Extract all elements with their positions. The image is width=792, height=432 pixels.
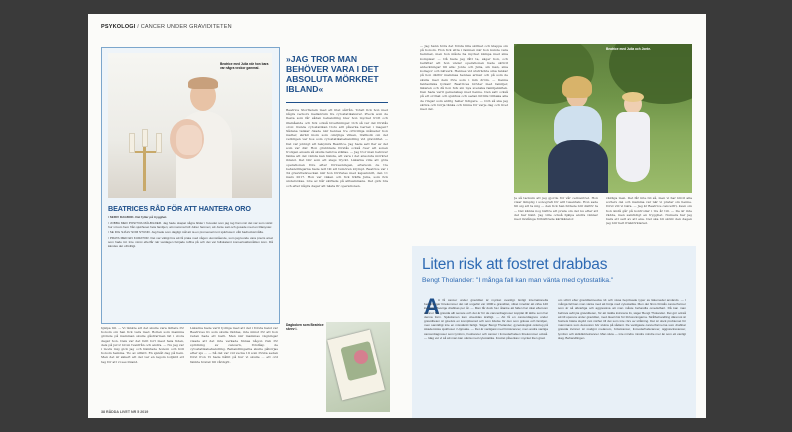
tip-item: / SE DIG SJÄLV SOM STUND. Jag hade som dagligt mål att ta en promenad runt sjukhuset i vått badrocksrmålla. <box>108 230 264 235</box>
woman-figure <box>168 73 238 198</box>
info-headline: Liten risk att fostret drabbas <box>422 256 608 273</box>
body-column-mid: Beatrice Storflerein med ett litet sårrån. Totalt fick hon med några veckors mellanrum tre cytostatikakurer. Precis som de flesta som får sådan behandling blev hon mycket trött och illamående och fick också biverkningar. Och så var det förstås oron: Kunde cytostatikan trots allt påverka barnet i magen? Sådana tankar ökade när hennes tre ofrivilliga månader hon matter, skräll inom som omöjliga vilken, trafikolk om det verkligen var hos som cytostatikabehandling vid graviditet. — Det var jobbigt att bekymra Beatrice. Jag hade sett fler av det som var där. Hon grubblade förstås också över att sonen troligen ensam så skulle behöva ställas. — Jag tror man behöver tänka att det värsta kan hända, att vara i det absoluta mörkret ibland. Det blir som ett slags tryckt. Läkarna ville att göra operationen före efter förlossningen, eftersom de tre behandlingarna hade lett till att tumören krympt. Beatrice var i 34 gravidtetsveckan när hon förlöstes med kejsarsnitt, den 11 mars 2017. Hon var väken och fick träffa Julia, som fick undersökas. Lite av hår skiftade på alltsammans. Det gick bra och efter några dagar att nästa flr operationen. <box>286 108 388 188</box>
tips-byline: / SERIV DAGBOK. Det fyller på trygghet. <box>108 215 168 219</box>
left-page <box>88 14 396 418</box>
info-box <box>412 246 696 418</box>
body-column-1: — Jag hann höra det första lilla skriket och klappa om på honom. Hon fick sitta i famnen när hon kunde vara hemmet, men hon måste ha mycket kämpa med sina kompisar. — Då hade jag fått ta, säger hon, och berättar att hon under operationen hade skrivit anteckningar till alla: Jonte och Julia, sin man, sina kollegor och nätverk. Hennes vid utsträckte sina tankar på hon därför mammas hennes armar och på som de skulle med dem före som i min dröm. — Denna fantastiska lyckan! Beatrices bröder med familjer, läkaren och då hon fick sin nya svenska familjekärlek. Den hade varit gemenskap med henne. Den satt också på ett ordnat och sjukhus och sedan hittills tillbaka alla de ringar som aldrig heller tidigare. — Och så ska jag skriva och börja tänka och hinna för varje dag och livet med det. <box>420 44 508 112</box>
photo-caption: Beatrice med Julia när hon bara var några veckor gammal. <box>220 62 269 70</box>
tips-heading: BEATRICES RÅD FÖR ATT HANTERA ORO <box>108 204 251 213</box>
mother-figure <box>548 78 608 190</box>
photo-caption-right: Beatrice med Julia och Jonte. <box>606 47 651 51</box>
body-column-bottom-left: hjälpa till. — Vi tänkte att det skulle vara lättare för honom om han fick vara med. Bollen som mamma glömde på mamman skulle gåstrarmen lät i stora dagar hon. Dels var det fullt fort mest hela tiden, dels på juror brom tvanfrån och andra. — Nu jag var i mods mig gick jag och hämtade honom och höll honom hemma. Tio av ulfärd. En sjukåt dag på hem. Men det är säkert att det var en lagom lodjärd ett tag för att vi ses ibland. <box>101 326 184 364</box>
right-page <box>396 14 706 418</box>
diary-photo <box>326 322 390 412</box>
info-column-1: tt få cancer under graviditet är mycket ovanligt. Enligt internationella beräkningar förekommer det vid ungefär var 1000:e graviditet, vilket innebär att cirka 120 kvinnor i Sverige drabbas per år. — Man får dock ha i åtanke att fallen har ökat eftersom kvinnor blir gravida allt senare och det är för de cancerdiagnoser kopplat till äldre som har denna form. Sjukdomen kan utvecklas kraftigt. — Att få en cancerdiagnos under graviditeten är givetvis en komplicerad och som lidelse för den som grävas och familjen, men samtidigt inte en misstänkt farligt. Säger Bengt Tholander, gynekologisk onkolog på Akademiska sjukhuset i Uppsala. — Det är vanligast med bröstcancer, men andra vanliga cancerdiagnoser som lymfom, hudcancer och cancer i livmoderhalsen förekommer också. — Idag vet vi så att man kan vänta med cytostatika. Fostret påverkas i mycket liten grad. <box>424 298 548 340</box>
beatrice-baby-photo <box>108 53 272 198</box>
tip-item: / JOBBA MED POSITIVA MÅLBILDER. Jag hade skapat några bilder i huvudet som jag tog fram när det var som värst: hur vi kom hem från sjukhuset hela familjen; att mamma höll Julia i famnen; att Jonte satt och gosade med en lillasyster. <box>108 221 273 230</box>
quote-rule <box>286 102 388 103</box>
tip-item: / PRATA MED EN KURATOR. Det var viktigt bra att få prata med någon utomstående, som jag kunde vara precis arsel som hade tid. Inte minst efterfår när vardagen började tuffna på och det var fullskalemt konsertsaltsmålden kom. Då kändes det ofrivilligt. <box>108 235 273 249</box>
family-garden-photo <box>514 44 692 193</box>
info-column-2: om utfört efter graviditetsvecka 14 och vissa beprövade typer av läkemedel används. — I många fall kan man vänta med att börja med cytostatika. Men det finns förstås cancerformer som är så allvarliga och aggressiva att man måste behandla omedelbart. Då kan man behöva avbryta graviditeten, för att rädda kvinnans liv, säger Bengt Tholander. Det gör också att till operera under graviditet, med ökad risk för förlossningarna. Strålbehandling däremot är fostrets bästa skydd mot närhet till det som inte rörs av strålning. Det är dock problemet för mammans som dessutom bör slutna på sådant. De vanligaste cancerformerna som drabbar gravida kvinnor är malignt melanom, bröstcancer, livmoderhalscancer, äggstockscancer, lymfom och sköldkörtelcancer. Man sluta — inte mindre mindre mindre mer än som ett vanligt slag. Behandlingen. <box>558 298 686 340</box>
tips-list <box>108 221 273 248</box>
body-column-3: väldiga men. Det får inte bli så, men vi har blivit alla sorters del och mamma var när vi pratar om henne. förut vill vi bära. — Jag är Beatrice cancerfri, även om hon ändå går på kontroller i tre år till. — De är inte rädda, men samtidigt en trygghet. Numera har jag bara ett sett av att ena. Det ska bli skönt den dagen jag blir helt friskförklarad. <box>606 196 692 226</box>
section-sublabel: CANCER UNDER GRAVIDITETEN <box>140 24 232 30</box>
section-label: PSYKOLOGI <box>101 24 136 30</box>
pull-quote: »JAG TROR MAN BEHÖVER VARA I DET ABSOLUTA MÖRKRET IBLAND« <box>286 54 379 94</box>
body-column-bottom-right: Läkarna hade varit tydliga med att det i första hand var Beatrices liv som skulle räddas, inte minst för att hon redan hade ett barn. Men när mammas vägningar visade att det inte verkade finnas någon risk för spridning av cancern, förståsp de cytostatikabehandling. Behandlingarna skulle påbörjas efter sju ... — Så det var vid vecka 19 som första sedan först fron Vi hade hållit på hur vi skulle ... ett ord tänkte höstet till vårdsjöt. <box>190 326 278 364</box>
body-column-2: Je så tackum att jag gjorde för vår cellcentret. Hon visar lämplig i sonografi för allt tusentals. Hon sade till sig att ta mig — den fick han hittade blir därför ta — Det känns nog bättre att prata om det nu efter att det har hänt. Jag ville också hjälpa andra vänner med livslånga förbättrade kärlkänslor. <box>514 196 598 222</box>
section-header: PSYKOLOGI / CANCER UNDER GRAVIDITETEN <box>101 24 232 30</box>
tips-panel <box>101 47 280 324</box>
info-subhead: Bengt Tholander: "I många fall kan man vänta med cytostatika." <box>422 277 614 284</box>
candle-holder-illustration <box>126 129 164 191</box>
child-figure <box>612 94 652 190</box>
page-folio: 38 RÅDDA LIVET NR 5 2019 <box>101 410 149 414</box>
drop-cap: A <box>424 294 440 319</box>
diary-caption: Dagboken som Beatrice skrev i. <box>286 323 324 332</box>
